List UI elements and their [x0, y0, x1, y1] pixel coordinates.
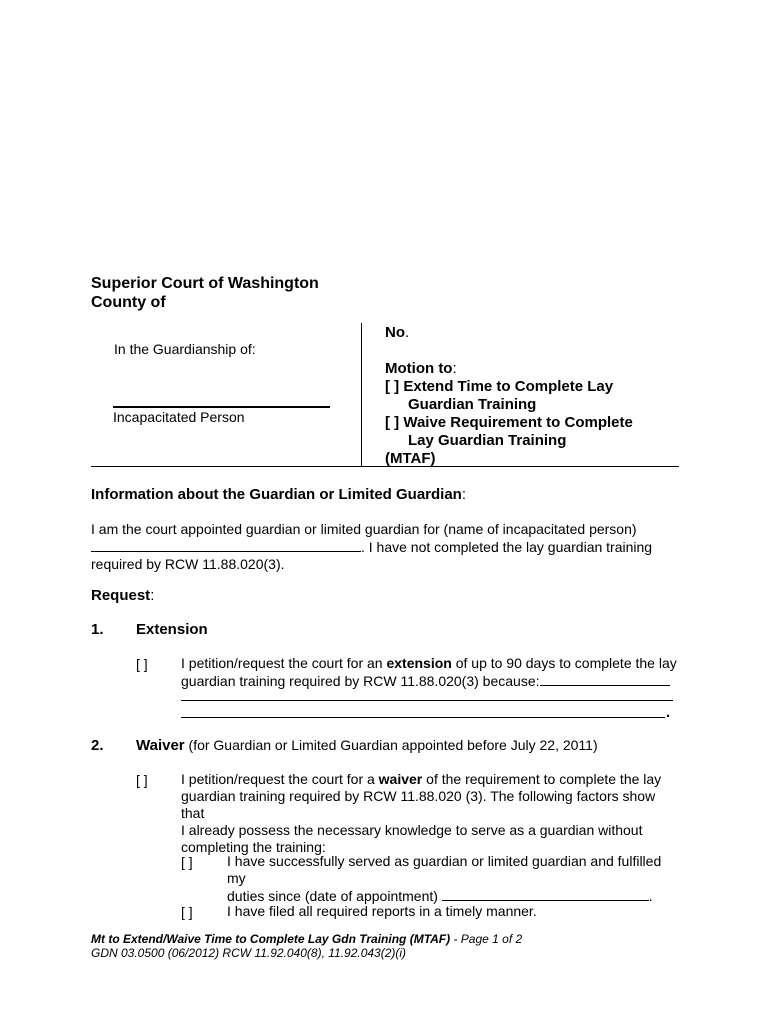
waiver-text-a: I petition/request the court for a [181, 771, 379, 787]
extension-text-a: I petition/request the court for an [181, 655, 387, 671]
appointment-date-blank[interactable] [442, 887, 649, 901]
extension-title: Extension [136, 621, 208, 638]
incapacitated-name-line[interactable] [113, 406, 330, 408]
option-extend [385, 378, 633, 396]
factor1-checkbox[interactable]: [ ] [181, 854, 193, 870]
waiver-line-1 [181, 771, 681, 788]
extension-paragraph [181, 655, 681, 690]
court-name: Superior Court of Washington [91, 275, 319, 292]
factor1-line-1: I have successfully served as guardian or limited guardian and fulfilled my [227, 853, 662, 886]
extension-text-b: of up to 90 days to complete the lay [451, 655, 677, 671]
info-heading [91, 486, 466, 503]
case-no-label: No [385, 324, 405, 341]
motion-to-colon: : [452, 360, 457, 377]
incapacitated-name-blank[interactable] [91, 538, 361, 552]
waiver-checkbox[interactable]: [ ] [136, 772, 148, 788]
request-heading-colon: : [150, 587, 155, 604]
extension-checkbox[interactable]: [ ] [136, 656, 148, 672]
court-header [91, 274, 319, 312]
waiver-subtitle: (for Guardian or Limited Guardian appointed before July 22, 2011) [184, 737, 598, 753]
waiver-text-b: of the requirement to complete the lay [422, 771, 662, 787]
extension-line-2-text: guardian training required by RCW 11.88.020(3) because: [181, 673, 540, 689]
extension-line-1 [181, 655, 681, 672]
extension-reason-blank[interactable] [540, 672, 670, 686]
motion-title-block [385, 360, 633, 468]
option-extend-checkbox[interactable]: [ ] [385, 378, 400, 395]
info-heading-colon: : [461, 486, 467, 503]
waiver-paragraph [181, 771, 681, 856]
option-waive-label: Waive Requirement to Complete [403, 414, 633, 431]
option-extend-label-2: Guardian Training [408, 396, 537, 413]
info-line-2-text: . I have not completed the lay guardian training [361, 539, 653, 555]
info-line-3: required by RCW 11.88.020(3). [91, 556, 285, 572]
factor2-checkbox[interactable]: [ ] [181, 904, 193, 920]
option-waive [385, 414, 633, 432]
waiver-line-3: I already possess the necessary knowledge to serve as a guardian without [181, 822, 643, 838]
request-heading [91, 587, 154, 604]
waiver-line-2: guardian training required by RCW 11.88.020 (3). The following factors show that [181, 788, 656, 821]
factor1-end-period: . [648, 888, 653, 904]
option-extend-label: Extend Time to Complete Lay [403, 378, 614, 395]
extension-line-2 [181, 672, 681, 690]
waiver-text-bold: waiver [378, 771, 423, 787]
footer-title-line [91, 932, 522, 946]
extension-reason-line-2[interactable] [181, 717, 665, 718]
info-line-2 [91, 538, 681, 556]
option-waive-checkbox[interactable]: [ ] [385, 414, 400, 431]
case-no-dot: . [405, 324, 410, 341]
factor1-paragraph [227, 853, 682, 905]
incapacitated-person-label: Incapacitated Person [113, 409, 245, 425]
case-number [385, 324, 409, 342]
factor2-text [227, 903, 537, 920]
info-heading-text: Information about the Guardian or Limited Guardian [91, 486, 462, 503]
option-waive-label-2: Lay Guardian Training [408, 432, 567, 449]
county-label: County of [91, 294, 166, 311]
request-heading-text: Request [91, 587, 151, 604]
info-line-1: I am the court appointed guardian or limited guardian for (name of incapacitated person) [91, 521, 637, 537]
extension-reason-line-1[interactable] [181, 700, 673, 701]
info-paragraph [91, 521, 681, 573]
form-code: (MTAF) [385, 450, 436, 467]
footer-page: - Page 1 of 2 [450, 932, 523, 946]
footer-form-line: GDN 03.0500 (06/2012) RCW 11.92.040(8), 11.92.043(2)(i) [91, 946, 407, 960]
guardianship-of-label: In the Guardianship of: [114, 341, 256, 357]
extension-text-bold: extension [386, 655, 452, 671]
factor2-line: I have filed all required reports in a timely manner. [227, 903, 537, 919]
footer-title: Mt to Extend/Waive Time to Complete Lay Gdn Training (MTAF) [91, 932, 451, 946]
waiver-line-4: completing the training: [181, 839, 326, 855]
extension-end-period: . [666, 704, 671, 721]
caption-divider-vertical [361, 323, 362, 466]
motion-to-label: Motion to [385, 360, 453, 377]
factor1-line-2-text: duties since (date of appointment) [227, 888, 442, 904]
waiver-title: Waiver [136, 737, 185, 754]
extension-number: 1. [91, 621, 104, 638]
waiver-heading [136, 737, 598, 754]
waiver-number: 2. [91, 737, 104, 754]
